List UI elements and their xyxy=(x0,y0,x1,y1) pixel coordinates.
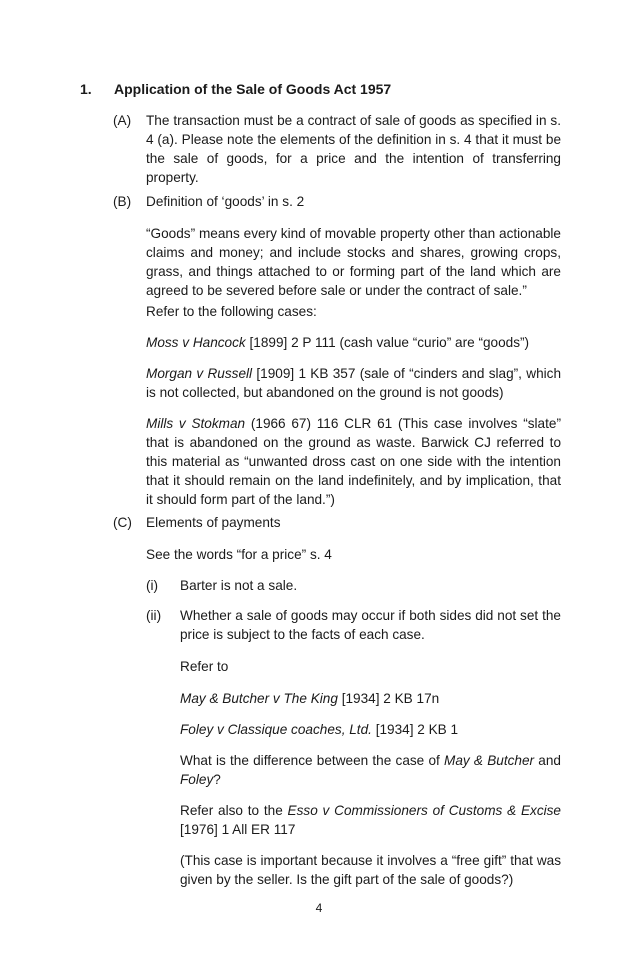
refer-following-cases-text: Refer to the following cases: xyxy=(146,304,317,319)
case-name: May & Butcher xyxy=(444,753,535,768)
case-name: Foley v Classique coaches, Ltd. xyxy=(180,722,372,737)
case-detail: [1909] 1 KB 357 (sale of “cinders and slag”, which is not collected, but abandoned on the ground is not goods) xyxy=(146,366,562,400)
heading-number: 1. xyxy=(80,81,92,97)
section-c-title xyxy=(146,513,561,532)
case-mills-stokman xyxy=(146,414,561,509)
goods-definition-text: “Goods” means every kind of movable property other than actionable claims and money; and include stocks and shares, growing crops, grass, and things attached to or forming part of the land which are agreed to be severed before sale or under the contract of sale.” xyxy=(146,226,561,298)
see-the-words xyxy=(146,545,561,564)
case-detail: [1899] 2 P 111 (cash value “curio” are “goods”) xyxy=(245,335,530,350)
goods-definition-quote xyxy=(146,224,561,300)
difference-question xyxy=(180,751,561,789)
case-morgan-russell xyxy=(146,364,561,402)
section-b-title-text: Definition of ‘goods’ in s. 2 xyxy=(146,194,305,209)
section-b-label: (B) xyxy=(113,194,132,209)
item-ii-text: Whether a sale of goods may occur if both sides did not set the price is subject to the facts of each case. xyxy=(180,608,561,642)
item-i-text: Barter is not a sale. xyxy=(180,578,298,593)
case-name: May & Butcher v The King xyxy=(180,691,338,706)
question-text: ? xyxy=(213,772,221,787)
refer-following-cases xyxy=(146,302,561,321)
case-name: Esso v Commissioners of Customs & Excise xyxy=(287,803,561,818)
heading-title: Application of the Sale of Goods Act 1957 xyxy=(114,81,392,97)
refer-to-text: Refer to xyxy=(180,659,229,674)
case-name: Mills v Stokman xyxy=(146,416,246,431)
case-name: Foley xyxy=(180,772,214,787)
page-number: 4 xyxy=(315,901,323,915)
case-detail: (1966 67) 116 CLR 61 (This case involves “slate” that is abandoned on the ground as waste. Barwick CJ referred to this material as “unwanted dross cast on one side with the intention that it should remain on the land indefinitely, and by implication, that it should form part of the land.”) xyxy=(146,416,561,507)
case-detail: [1934] 2 KB 1 xyxy=(371,722,459,737)
item-ii-label: (ii) xyxy=(146,608,162,623)
case-name: Morgan v Russell xyxy=(146,366,253,381)
case-foley-classique xyxy=(180,720,561,739)
see-the-words-text: See the words “for a price” s. 4 xyxy=(146,547,332,562)
item-i-label: (i) xyxy=(146,578,159,593)
section-a-paragraph: The transaction must be a contract of sale of goods as specified in s. 4 (a). Please note the elements of the definition in s. 4 that it must be the sale of goods, for a price and the intention of transferring property. xyxy=(146,113,561,185)
case-name: Moss v Hancock xyxy=(146,335,246,350)
case-detail: [1934] 2 KB 17n xyxy=(337,691,440,706)
refer-also-text: Refer also to the xyxy=(180,803,288,818)
free-gift-note xyxy=(180,851,561,889)
case-detail: [1976] 1 All ER 117 xyxy=(180,822,296,837)
section-c-label: (C) xyxy=(113,515,132,530)
refer-to xyxy=(180,657,561,676)
section-b-title xyxy=(146,192,561,211)
free-gift-note-text: (This case is important because it involves a “free gift” that was given by the seller. Is the gift part of the sale of goods?) xyxy=(180,853,561,887)
section-c-title-text: Elements of payments xyxy=(146,515,281,530)
item-i xyxy=(180,576,561,595)
section-a-text xyxy=(146,111,561,187)
section-a-label: (A) xyxy=(113,113,132,128)
refer-also-esso xyxy=(180,801,561,839)
case-moss-hancock xyxy=(146,333,561,352)
item-ii xyxy=(180,606,561,644)
question-text: and xyxy=(534,753,561,768)
case-may-butcher xyxy=(180,689,561,708)
question-text: What is the difference between the case of xyxy=(180,753,445,768)
